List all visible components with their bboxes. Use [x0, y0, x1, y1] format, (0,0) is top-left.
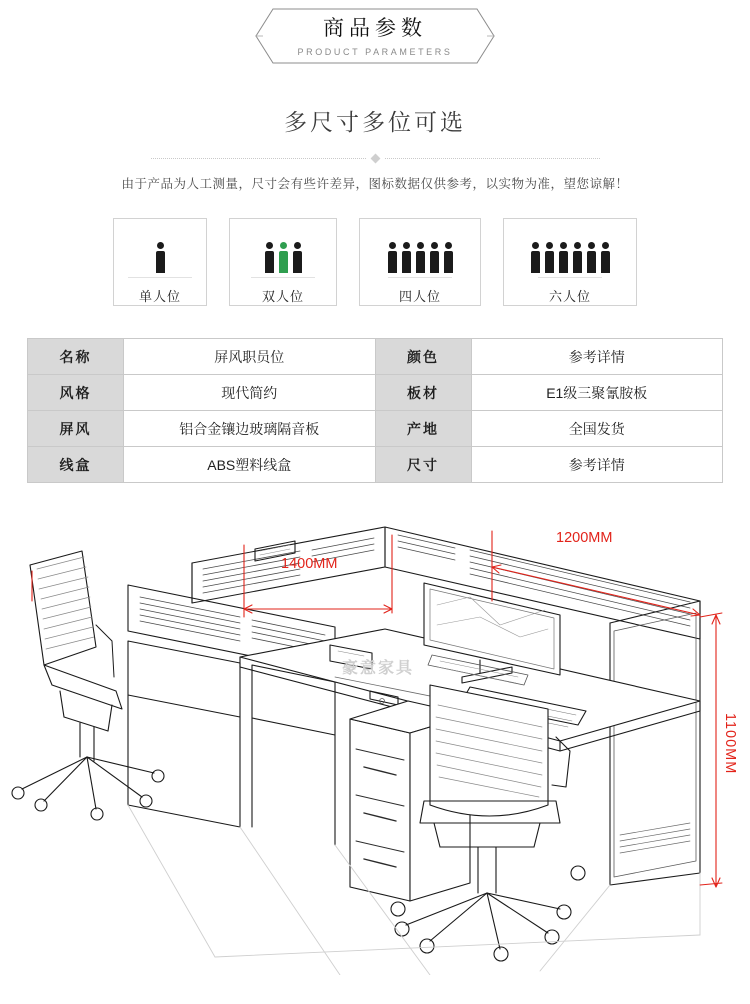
seat-option-label: 单人位	[138, 289, 181, 304]
people-group-icon	[155, 229, 166, 273]
page-title: 商品参数	[322, 17, 427, 40]
spec-value: 全国发货	[471, 411, 723, 447]
section-heading	[0, 104, 750, 192]
spec-table	[27, 338, 723, 483]
people-group-icon	[530, 229, 611, 273]
decorative-divider	[0, 155, 750, 162]
seat-option-card-1[interactable]	[113, 218, 207, 306]
person-icon	[155, 242, 166, 273]
card-separator	[128, 277, 192, 278]
spec-value: ABS塑料线盒	[124, 447, 376, 483]
person-icon	[264, 242, 275, 273]
person-icon	[586, 242, 597, 273]
spec-value: 铝合金镶边玻璃隔音板	[124, 411, 376, 447]
page-header-banner	[0, 0, 750, 72]
people-group-icon	[387, 229, 454, 273]
spec-value: 现代简约	[124, 375, 376, 411]
person-icon	[544, 242, 555, 273]
person-icon	[558, 242, 569, 273]
divider-line-left	[151, 158, 366, 159]
person-icon	[415, 242, 426, 273]
seat-option-card-4[interactable]	[359, 218, 481, 306]
person-icon	[401, 242, 412, 273]
brand-watermark: 豪意家具	[342, 660, 415, 677]
person-icon	[600, 242, 611, 273]
spec-key: 尺寸	[375, 447, 471, 483]
card-separator	[388, 277, 452, 278]
product-illustration	[0, 505, 750, 975]
spec-value: E1级三聚氰胺板	[471, 375, 723, 411]
person-icon	[572, 242, 583, 273]
divider-line-right	[385, 158, 600, 159]
section-title: 多尺寸多位可选	[284, 109, 466, 135]
dimension-label-depth: 1200MM	[556, 530, 613, 546]
card-separator	[251, 277, 315, 278]
table-row	[28, 411, 723, 447]
seat-option-label: 双人位	[261, 289, 304, 304]
person-icon	[443, 242, 454, 273]
spec-value: 屏风职员位	[124, 339, 376, 375]
page-subtitle: PRODUCT PARAMETERS	[297, 47, 453, 57]
dimension-label-height: 1100MM	[722, 713, 738, 775]
measurement-note: 由于产品为人工测量，尺寸会有些许差异，图标数据仅供参考，以实物为准，望您谅解！	[121, 177, 629, 191]
person-icon	[429, 242, 440, 273]
table-row	[28, 447, 723, 483]
person-icon	[292, 242, 303, 273]
card-separator	[538, 277, 602, 278]
person-icon	[387, 242, 398, 273]
spec-value: 参考详情	[471, 447, 723, 483]
seat-option-list	[0, 218, 750, 306]
person-icon	[278, 242, 289, 273]
spec-table-wrapper	[27, 338, 723, 483]
seat-option-card-2[interactable]	[229, 218, 337, 306]
spec-value: 参考详情	[471, 339, 723, 375]
spec-key: 板材	[375, 375, 471, 411]
table-row	[28, 339, 723, 375]
table-row	[28, 375, 723, 411]
seat-option-card-6[interactable]	[503, 218, 637, 306]
spec-key: 名称	[28, 339, 124, 375]
people-group-icon	[264, 229, 303, 273]
spec-key: 产地	[375, 411, 471, 447]
workstation-line-drawing	[0, 505, 750, 975]
spec-key: 线盒	[28, 447, 124, 483]
diamond-icon	[370, 154, 380, 164]
person-icon	[530, 242, 541, 273]
spec-key: 屏风	[28, 411, 124, 447]
spec-key: 风格	[28, 375, 124, 411]
seat-option-label: 六人位	[548, 289, 591, 304]
seat-option-label: 四人位	[398, 289, 441, 304]
dimension-label-width: 1400MM	[281, 556, 338, 572]
spec-key: 颜色	[375, 339, 471, 375]
